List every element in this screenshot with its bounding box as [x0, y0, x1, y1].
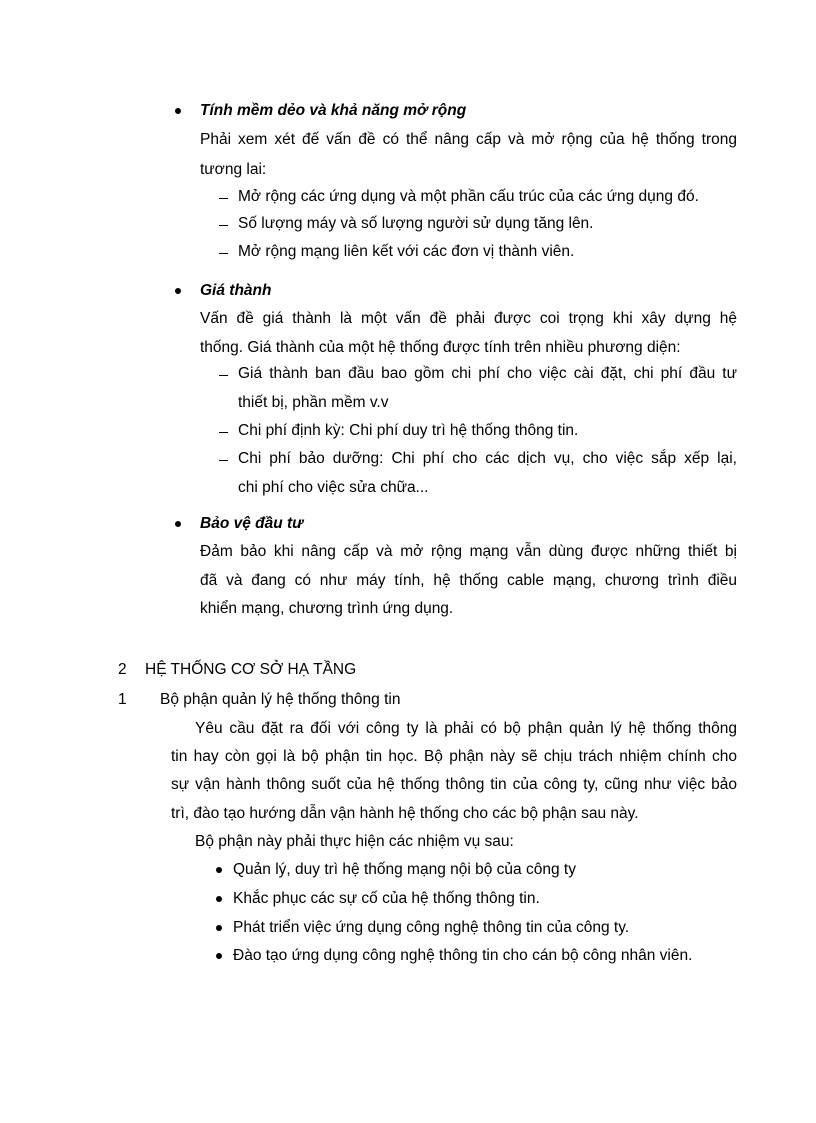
item-paragraph-line: thống. Giá thành của một hệ thống được tính trên nhiều phương diện: — [200, 339, 681, 356]
dash-icon — [219, 253, 228, 254]
task-item: Phát triển việc ứng dụng công nghệ thông tin của công ty. — [233, 919, 630, 936]
item-paragraph-line: đã và đang có như máy tính, hệ thống cable mạng, chương trình điều — [200, 572, 737, 589]
item-heading: Bảo vệ đầu tư — [200, 515, 304, 532]
section-number: 2 — [118, 661, 127, 678]
dash-icon — [219, 432, 228, 433]
subsection-title: Bộ phận quản lý hệ thống thông tin — [160, 691, 401, 708]
item-paragraph-line: Vấn đề giá thành là một vấn đề phải được coi trọng khi xây dựng hệ — [200, 310, 737, 327]
section-title: HỆ THỐNG CƠ SỞ HẠ TẦNG — [145, 661, 357, 678]
subsection-number: 1 — [118, 691, 127, 708]
sub-item-line: Giá thành ban đầu bao gồm chi phí cho việc cài đặt, chi phí đầu tư — [238, 365, 737, 382]
task-item: Khắc phục các sự cố của hệ thống thông tin. — [233, 890, 540, 907]
paragraph-line: trì, đào tạo hướng dẫn vận hành hệ thống cho các bộ phận sau này. — [171, 805, 639, 822]
task-item: Đào tạo ứng dụng công nghệ thông tin cho cán bộ công nhân viên. — [233, 947, 693, 964]
bullet-icon — [175, 521, 181, 527]
bullet-icon — [216, 953, 222, 959]
sub-item-line: thiết bị, phần mềm v.v — [238, 394, 389, 411]
paragraph-line: Yêu cầu đặt ra đối với công ty là phải có bộ phận quản lý hệ thống thông — [195, 720, 737, 737]
item-paragraph-line: khiển mạng, chương trình ứng dụng. — [200, 600, 454, 617]
item-heading: Tính mềm dẻo và khả năng mở rộng — [200, 102, 467, 119]
task-item: Quản lý, duy trì hệ thống mạng nội bộ của công ty — [233, 861, 576, 878]
sub-item: Mở rộng mạng liên kết với các đơn vị thành viên. — [238, 243, 575, 260]
sub-item: Mở rộng các ứng dụng và một phần cấu trúc của các ứng dụng đó. — [238, 188, 699, 205]
dash-icon — [219, 225, 228, 226]
bullet-icon — [175, 108, 181, 114]
paragraph-line: tin hay còn gọi là bộ phận tin học. Bộ phận này sẽ chịu trách nhiệm chính cho — [171, 748, 737, 765]
tasks-intro: Bộ phận này phải thực hiện các nhiệm vụ sau: — [195, 833, 514, 850]
bullet-icon — [216, 896, 222, 902]
dash-icon — [219, 198, 228, 199]
bullet-icon — [175, 288, 181, 294]
item-paragraph-line: Đảm bảo khi nâng cấp và mở rộng mạng vẫn dùng được những thiết bị — [200, 543, 737, 560]
sub-item-line: chi phí cho việc sửa chữa... — [238, 479, 429, 496]
item-paragraph-line: Phải xem xét đế vấn đề có thể nâng cấp và mở rộng của hệ thống trong — [200, 131, 737, 148]
item-paragraph-line: tương lai: — [200, 161, 267, 178]
sub-item-line: Chi phí bảo dưỡng: Chi phí cho các dịch vụ, cho việc sắp xếp lại, — [238, 450, 737, 467]
dash-icon — [219, 375, 228, 376]
sub-item: Số lượng máy và số lượng người sử dụng tăng lên. — [238, 215, 594, 232]
sub-item: Chi phí định kỳ: Chi phí duy trì hệ thống thông tin. — [238, 422, 579, 439]
bullet-icon — [216, 867, 222, 873]
bullet-icon — [216, 925, 222, 931]
dash-icon — [219, 460, 228, 461]
item-heading: Giá thành — [200, 282, 272, 299]
paragraph-line: sự vận hành thông suốt của hệ thống thông tin của công ty, cũng như việc bảo — [171, 776, 737, 793]
